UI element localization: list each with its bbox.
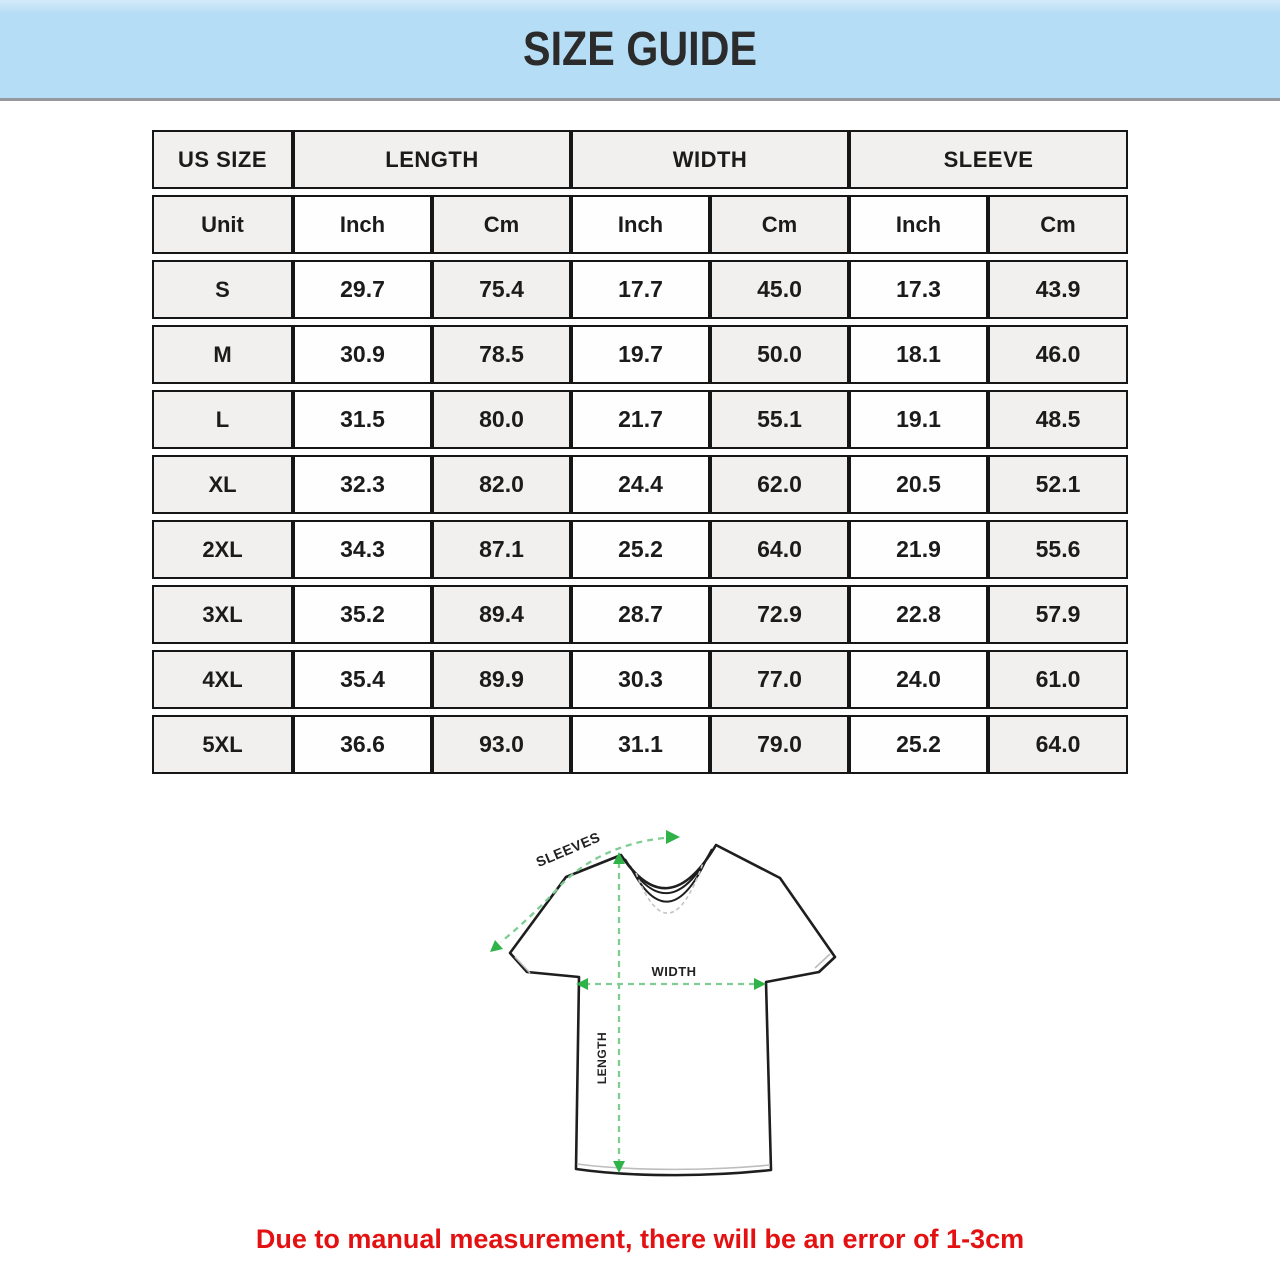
header-length: LENGTH — [293, 130, 571, 189]
cell-value: 45.0 — [710, 260, 849, 319]
cell-value: 17.3 — [849, 260, 988, 319]
cell-value: 29.7 — [293, 260, 432, 319]
cell-value: 43.9 — [988, 260, 1128, 319]
cell-value: 30.3 — [571, 650, 710, 709]
cell-value: 25.2 — [571, 520, 710, 579]
cell-value: 89.9 — [432, 650, 571, 709]
cell-value: 30.9 — [293, 325, 432, 384]
unit-cm: Cm — [988, 195, 1128, 254]
table-row — [152, 585, 1128, 644]
cell-value: 55.6 — [988, 520, 1128, 579]
cell-value: 35.4 — [293, 650, 432, 709]
size-label: 4XL — [152, 650, 293, 709]
cell-value: 79.0 — [710, 715, 849, 774]
header-sleeve: SLEEVE — [849, 130, 1128, 189]
header-width: WIDTH — [571, 130, 849, 189]
cell-value: 77.0 — [710, 650, 849, 709]
cell-value: 87.1 — [432, 520, 571, 579]
page-title: SIZE GUIDE — [523, 22, 757, 76]
cell-value: 50.0 — [710, 325, 849, 384]
cell-value: 62.0 — [710, 455, 849, 514]
table-unit-row — [152, 195, 1128, 254]
sleeves-arrowhead-right — [666, 830, 680, 844]
unit-label: Unit — [152, 195, 293, 254]
cell-value: 19.7 — [571, 325, 710, 384]
unit-inch: Inch — [293, 195, 432, 254]
cell-value: 18.1 — [849, 325, 988, 384]
unit-inch: Inch — [849, 195, 988, 254]
cell-value: 64.0 — [710, 520, 849, 579]
cell-value: 31.5 — [293, 390, 432, 449]
width-label: WIDTH — [651, 964, 697, 979]
cell-value: 75.4 — [432, 260, 571, 319]
cell-value: 72.9 — [710, 585, 849, 644]
cell-value: 24.0 — [849, 650, 988, 709]
cell-value: 46.0 — [988, 325, 1128, 384]
cell-value: 80.0 — [432, 390, 571, 449]
size-table-container — [152, 124, 1128, 780]
cell-value: 21.9 — [849, 520, 988, 579]
table-row — [152, 455, 1128, 514]
size-label: M — [152, 325, 293, 384]
sleeves-label: SLEEVES — [533, 828, 603, 871]
tshirt-diagram-svg — [478, 810, 880, 1192]
size-label: 5XL — [152, 715, 293, 774]
cell-value: 28.7 — [571, 585, 710, 644]
cell-value: 20.5 — [849, 455, 988, 514]
cell-value: 34.3 — [293, 520, 432, 579]
tshirt-outline — [510, 845, 835, 1175]
size-label: 3XL — [152, 585, 293, 644]
cell-value: 61.0 — [988, 650, 1128, 709]
cell-value: 19.1 — [849, 390, 988, 449]
cell-value: 82.0 — [432, 455, 571, 514]
title-banner — [0, 0, 1280, 101]
table-row — [152, 260, 1128, 319]
size-label: S — [152, 260, 293, 319]
cell-value: 78.5 — [432, 325, 571, 384]
table-row — [152, 390, 1128, 449]
cell-value: 24.4 — [571, 455, 710, 514]
unit-cm: Cm — [710, 195, 849, 254]
cell-value: 35.2 — [293, 585, 432, 644]
cell-value: 21.7 — [571, 390, 710, 449]
table-row — [152, 650, 1128, 709]
size-label: L — [152, 390, 293, 449]
cell-value: 32.3 — [293, 455, 432, 514]
measurement-disclaimer: Due to manual measurement, there will be an error of 1-3cm — [255, 1224, 1025, 1254]
size-label: XL — [152, 455, 293, 514]
cell-value: 31.1 — [571, 715, 710, 774]
header-us-size: US SIZE — [152, 130, 293, 189]
unit-inch: Inch — [571, 195, 710, 254]
cell-value: 57.9 — [988, 585, 1128, 644]
length-label: LENGTH — [595, 1031, 609, 1085]
cell-value: 89.4 — [432, 585, 571, 644]
table-row — [152, 325, 1128, 384]
size-table — [152, 124, 1128, 780]
cell-value: 17.7 — [571, 260, 710, 319]
cell-value: 64.0 — [988, 715, 1128, 774]
cell-value: 55.1 — [710, 390, 849, 449]
unit-cm: Cm — [432, 195, 571, 254]
cell-value: 93.0 — [432, 715, 571, 774]
table-row — [152, 520, 1128, 579]
cell-value: 36.6 — [293, 715, 432, 774]
table-row — [152, 715, 1128, 774]
tshirt-measurement-diagram — [478, 810, 880, 1192]
cell-value: 52.1 — [988, 455, 1128, 514]
cell-value: 25.2 — [849, 715, 988, 774]
table-group-header-row — [152, 130, 1128, 189]
cell-value: 48.5 — [988, 390, 1128, 449]
cell-value: 22.8 — [849, 585, 988, 644]
size-label: 2XL — [152, 520, 293, 579]
